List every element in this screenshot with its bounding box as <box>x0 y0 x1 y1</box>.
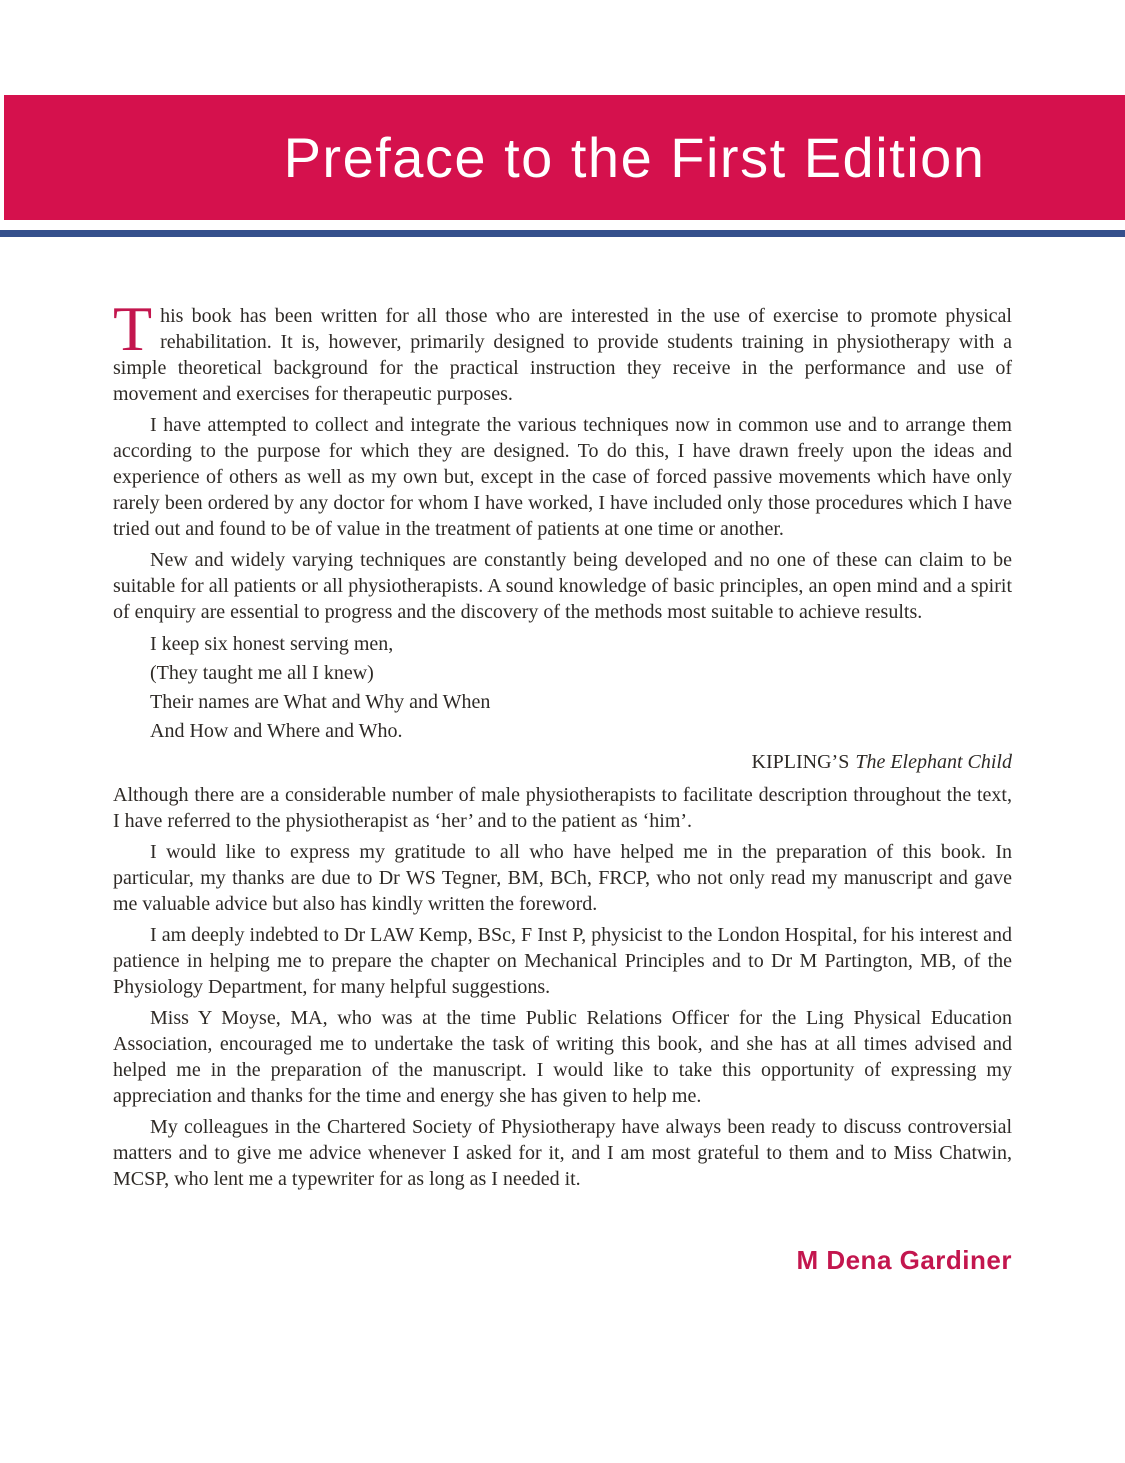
paragraph: Miss Y Moyse, MA, who was at the time Public Relations Officer for the Ling Physical Education Association, encouraged me to undertake the task of writing this book, and she has at all times advised and helped me in the preparation of the manuscript. I would like to take this opportunity of expressing my appreciation and thanks for the time and energy she has given to help me. <box>113 1007 1012 1107</box>
verse-attribution <box>113 748 1012 777</box>
attribution-author: KIPLING’S <box>751 751 850 773</box>
paragraph: Although there are a considerable number of male physiotherapists to facilitate description throughout the text, I have referred to the physiotherapist as ‘her’ and to the patient as ‘him’. <box>113 784 1012 832</box>
paragraph: My colleagues in the Chartered Society of Physiotherapy have always been ready to discuss controversial matters and to give me advice whenever I asked for it, and I am most grateful to them and to Miss Chatwin, MCSP, who lent me a typewriter for as long as I needed it. <box>113 1116 1012 1190</box>
paragraph-opening <box>113 293 1012 407</box>
paragraph: I am deeply indebted to Dr LAW Kemp, BSc, F Inst P, physicist to the London Hospital, for his interest and patience in helping me to prepare the chapter on Mechanical Principles and to Dr M Partington, MB, of the Physiology Department, for many helpful suggestions. <box>113 924 1012 998</box>
chapter-header-banner <box>4 95 1125 220</box>
verse-line: I keep six honest serving men, <box>150 633 394 655</box>
drop-cap: T <box>113 293 153 364</box>
author-signature: M Dena Gardiner <box>796 1245 1012 1275</box>
verse-line: Their names are What and Why and When <box>150 691 491 713</box>
attribution-work-title: The Elephant Child <box>855 751 1012 773</box>
paragraph: New and widely varying techniques are constantly being developed and no one of these can claim to be suitable for all patients or all physiotherapists. A sound knowledge of basic principles, an open mind and a spirit of enquiry are essential to progress and the discovery of the methods most suitable to achieve results. <box>113 549 1012 623</box>
paragraph-opening-text: his book has been written for all those who are interested in the use of exercise to promote physical rehabilitation. It is, however, primarily designed to provide students training in physiotherapy with a simple theoretical background for the practical instruction they receive in the performance and use of movement and exercises for therapeutic purposes. <box>113 305 1012 405</box>
header-rule-divider <box>0 230 1125 237</box>
paragraph: I would like to express my gratitude to all who have helped me in the preparation of this book. In particular, my thanks are due to Dr WS Tegner, BM, BCh, FRCP, who not only read my manuscript and gave me valuable advice but also has kindly written the foreword. <box>113 841 1012 915</box>
verse-line: And How and Where and Who. <box>150 720 403 742</box>
paragraph: I have attempted to collect and integrate the various techniques now in common use and to arrange them according to the purpose for which they are designed. To do this, I have drawn freely upon the ideas and experience of others as well as my own but, except in the case of forced passive movements which have only rarely been ordered by any doctor for whom I have worked, I have included only those procedures which I have tried out and found to be of value in the treatment of patients at one time or another. <box>113 414 1012 540</box>
preface-body <box>113 293 1012 1275</box>
verse-line: (They taught me all I knew) <box>150 662 374 684</box>
page-title: Preface to the First Edition <box>283 126 986 189</box>
kipling-verse <box>150 630 1012 746</box>
